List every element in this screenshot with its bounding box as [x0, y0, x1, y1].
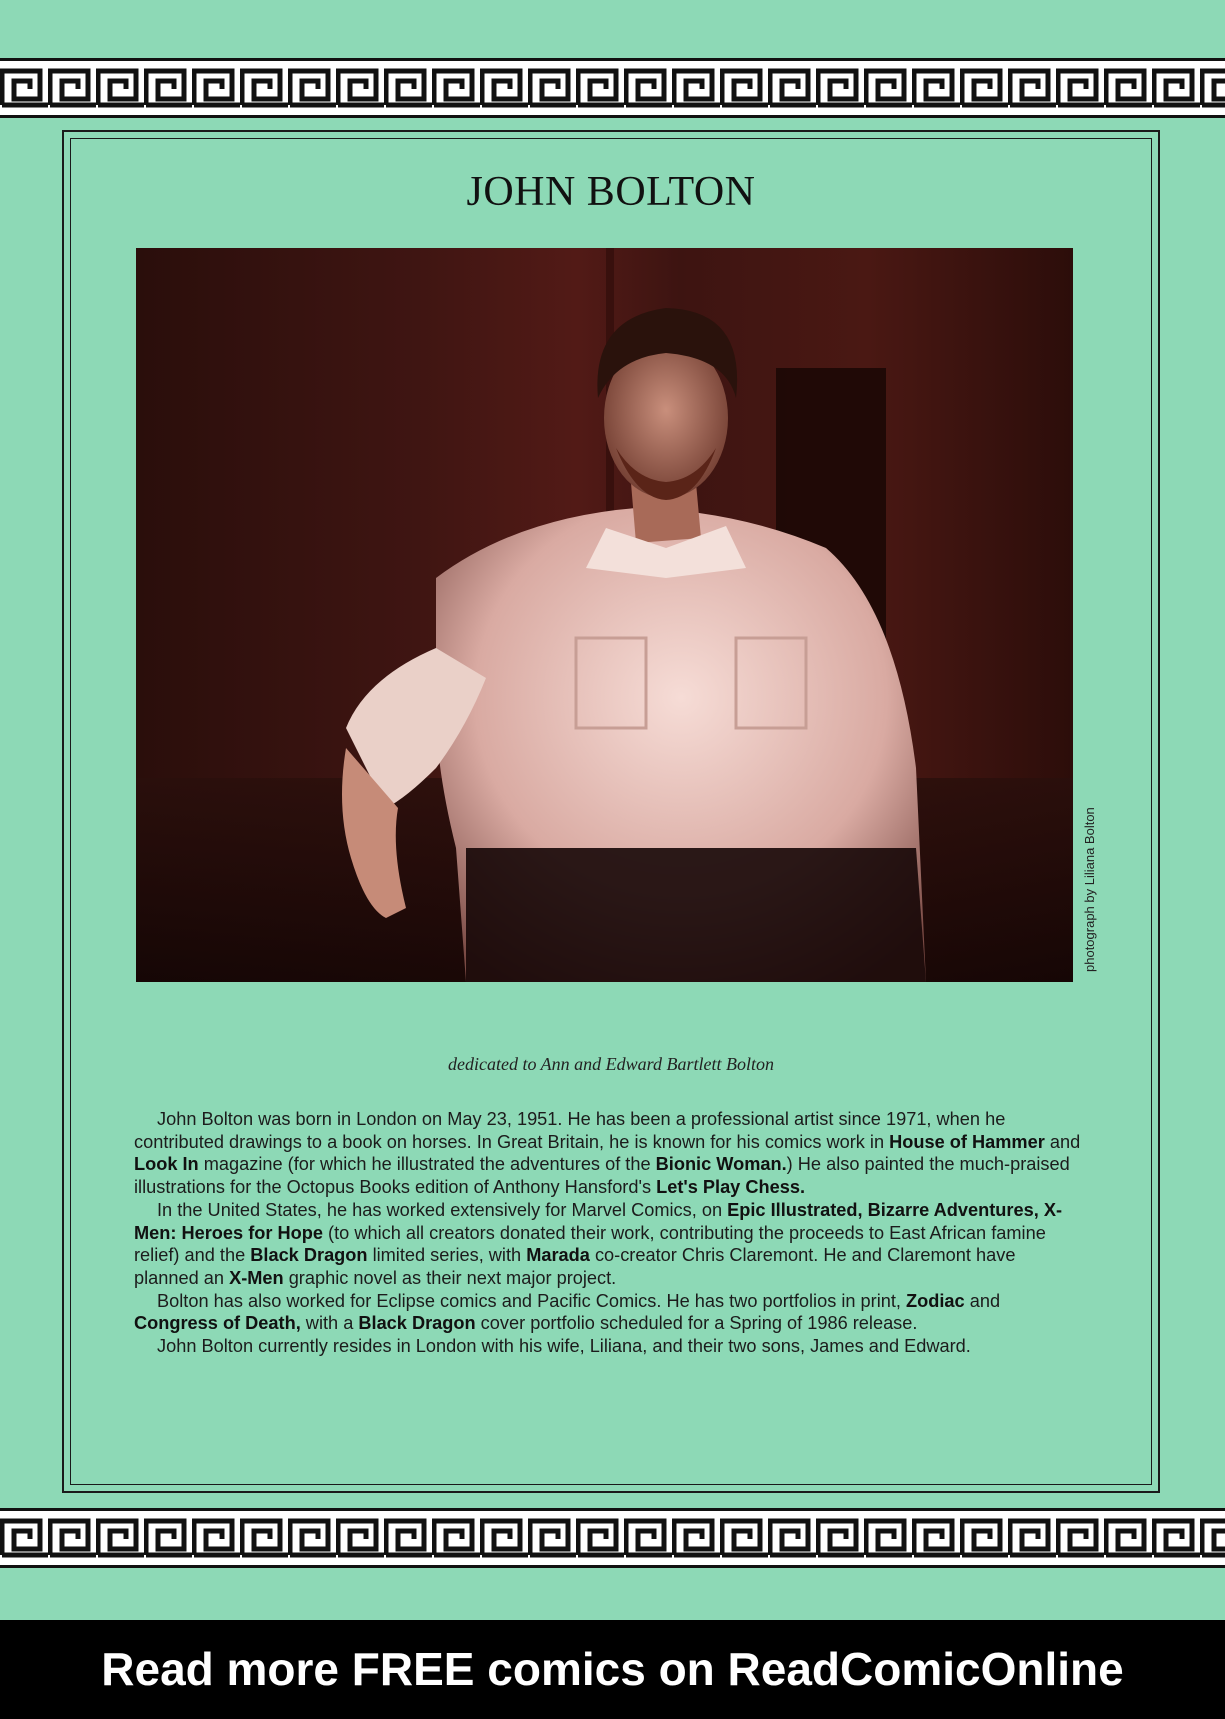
page-title: JOHN BOLTON	[466, 169, 756, 215]
photo-credit: photograph by Liliana Bolton	[1082, 807, 1097, 972]
bio-text: with a	[300, 1313, 359, 1334]
bio-text: limited series, with	[367, 1245, 527, 1266]
bio-title-x-men: X-Men	[229, 1267, 284, 1288]
bio-text: John Bolton was born in London on May 23, 1951. He has been a professional artist since 1971, when he contributed drawings to a book on horses. In Great Britain, he is known for his comics work in	[134, 1109, 1006, 1152]
bio-text: magazine (for which he illustrated the adventures of the	[198, 1154, 656, 1175]
bio-text: and	[964, 1290, 1001, 1311]
greek-key-border-top	[0, 58, 1225, 118]
portrait-photo	[136, 248, 1073, 982]
bio-title-look-in: Look In	[134, 1154, 199, 1175]
portrait-illustration	[136, 248, 1073, 982]
greek-key-pattern-icon	[0, 1511, 1225, 1565]
bio-paragraph-4	[134, 1335, 1084, 1358]
page-frame	[62, 130, 1160, 1493]
bio-text: graphic novel as their next major project.	[283, 1267, 617, 1288]
bio-text: and	[1044, 1131, 1081, 1152]
biography	[134, 1108, 1084, 1358]
bio-text: ) He also painted the much-praised illustrations for the Octopus Books edition of Anthony Hansford's	[134, 1154, 1070, 1198]
bio-text: co-creator Chris Claremont. He and Claremont have planned an	[134, 1245, 1016, 1288]
bio-title-epic-illustrated: Epic Illustrated, Bizarre Adventures, X-Men: Heroes for Hope	[134, 1199, 1063, 1243]
bio-text: Bolton has also worked for Eclipse comics and Pacific Comics. He has two portfolios in print,	[157, 1290, 907, 1311]
bio-text: cover portfolio scheduled for a Spring of 1986 release.	[475, 1313, 918, 1334]
bio-text: (to which all creators donated their work, contributing the proceeds to East African famine relief) and the	[134, 1222, 1046, 1266]
bio-title-congress-of-death: Congress of Death,	[134, 1313, 301, 1334]
bio-title-zodiac: Zodiac	[906, 1290, 965, 1311]
bio-paragraph-1	[134, 1108, 1084, 1199]
bio-title-lets-play-chess: Let's Play Chess.	[656, 1177, 805, 1198]
bio-title-marada: Marada	[526, 1245, 590, 1266]
bio-text: In the United States, he has worked extensively for Marvel Comics, on	[157, 1199, 728, 1220]
bio-title-house-of-hammer: House of Hammer	[889, 1131, 1045, 1152]
bio-paragraph-3	[134, 1290, 1084, 1335]
bio-title-black-dragon: Black Dragon	[250, 1245, 368, 1266]
promo-banner[interactable]: Read more FREE comics on ReadComicOnline	[0, 1620, 1225, 1719]
greek-key-border-bottom	[0, 1508, 1225, 1568]
greek-key-pattern-icon	[0, 61, 1225, 115]
bio-text: John Bolton currently resides in London with his wife, Liliana, and their two sons, James and Edward.	[157, 1336, 971, 1357]
bio-paragraph-2	[134, 1199, 1084, 1290]
bio-title-black-dragon: Black Dragon	[358, 1313, 476, 1334]
bio-title-bionic-woman: Bionic Woman.	[655, 1154, 787, 1175]
dedication: dedicated to Ann and Edward Bartlett Bolton	[448, 1054, 774, 1074]
